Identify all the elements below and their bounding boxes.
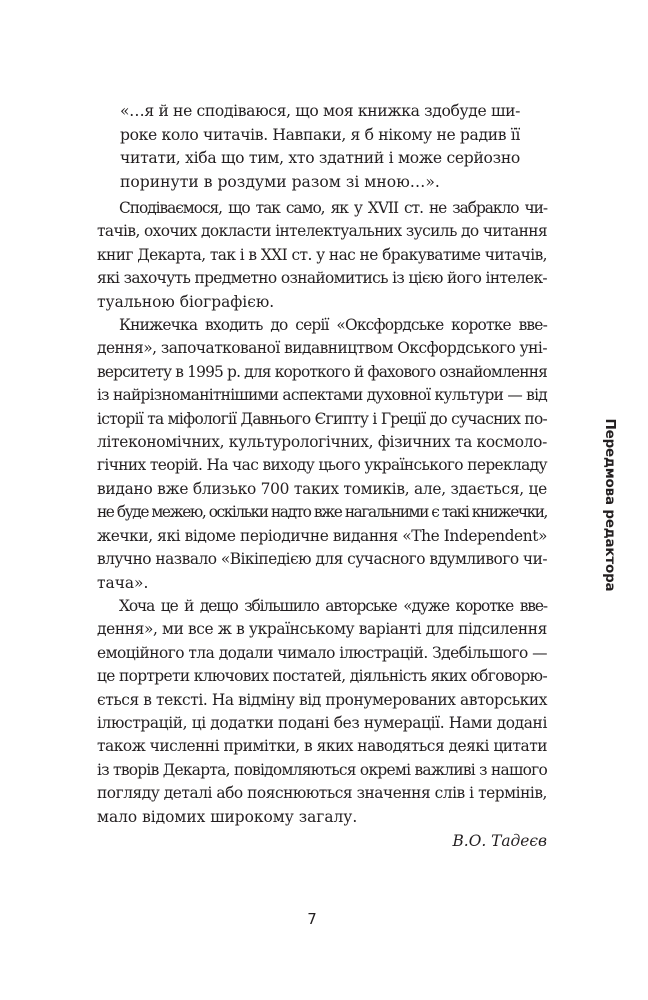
- text-line: гічних теорій. На час виходу цього українського перекладу: [97, 456, 547, 475]
- paragraph-illustrations: [97, 595, 547, 829]
- quote-line: поринути в роздуми разом зі мною…».: [120, 172, 440, 191]
- quote-line: «…я й не сподіваюся, що моя книжка здобуде ши-: [120, 102, 520, 120]
- quote-line: роке коло читачів. Навпаки, я б нікому не радив її: [120, 125, 520, 144]
- running-head-label: Передмова редактора: [602, 418, 618, 592]
- running-head: [598, 420, 622, 590]
- body-text: [97, 197, 547, 853]
- text-line: ється в тексті. На відміну від пронумерованих авторських: [97, 690, 547, 709]
- text-line: літекономічних, культурологічних, фізичних та космоло-: [97, 433, 547, 452]
- paragraph-series: [97, 314, 547, 595]
- text-line: влучно назвало «Вікіпедією для сучасного вдумливого чи-: [97, 550, 547, 569]
- text-line: це портрети ключових постатей, діяльність яких обговорю-: [97, 667, 547, 686]
- editor-signature: В.О. Тадеєв: [452, 831, 547, 850]
- text-line: ілюстрацій, ці додатки подані без нумерації. Нами додані: [97, 713, 547, 732]
- text-line: історії та міфології Давнього Єгипту і Греції до сучасних по-: [97, 409, 547, 428]
- text-line: туальною біографією.: [97, 292, 275, 311]
- text-line: верситету в 1995 р. для короткого й фахового ознайомлення: [97, 362, 548, 381]
- text-line: дення», ми все ж в українському варіанті для підсилення: [97, 620, 548, 639]
- quote-line: читати, хіба що тим, хто здатний і може серйозно: [120, 149, 520, 168]
- epigraph-quote: [120, 100, 520, 194]
- text-line: Книжечка входить до серії «Оксфордське коротке вве-: [119, 316, 547, 335]
- text-line: книг Декарта, так і в XXI ст. у нас не бракуватиме читачів,: [97, 245, 548, 264]
- text-line: Сподіваємося, що так само, як у XVII ст. не забракло чи-: [119, 199, 547, 217]
- text-line: тача».: [97, 573, 149, 592]
- text-line: емоційного тла додали чимало ілюстрацій. Здебільшого —: [97, 643, 548, 662]
- text-line: погляду деталі або пояснюються значення слів і термінів,: [97, 784, 547, 803]
- text-line: жечки, які відоме періодичне видання «The Independent»: [97, 526, 547, 545]
- text-line: видано вже близько 700 таких томиків, але, здається, це: [97, 479, 547, 498]
- text-line: не буде межею, оскільки надто вже нагальними є такі книжечки,: [97, 503, 547, 522]
- text-line: також численні примітки, в яких наводяться деякі цитати: [97, 737, 547, 756]
- text-line: мало відомих широкому загалу.: [97, 807, 358, 826]
- text-line: які захочуть предметно ознайомитись із цією його інтелек-: [97, 269, 548, 288]
- text-line: дення», започаткованої видавництвом Оксфордського уні-: [97, 339, 548, 358]
- page-number: 7: [307, 910, 317, 928]
- text-line: із найрізноманітнішими аспектами духовної культури — від: [97, 386, 547, 405]
- text-line: Хоча це й дещо збільшило авторське «дуже коротке вве-: [119, 596, 547, 615]
- text-line: із творів Декарта, повідомляються окремі важливі з нашого: [97, 760, 547, 779]
- paragraph-hope: [97, 197, 547, 314]
- text-line: тачів, охочих докласти інтелектуальних зусиль до читання: [97, 222, 547, 241]
